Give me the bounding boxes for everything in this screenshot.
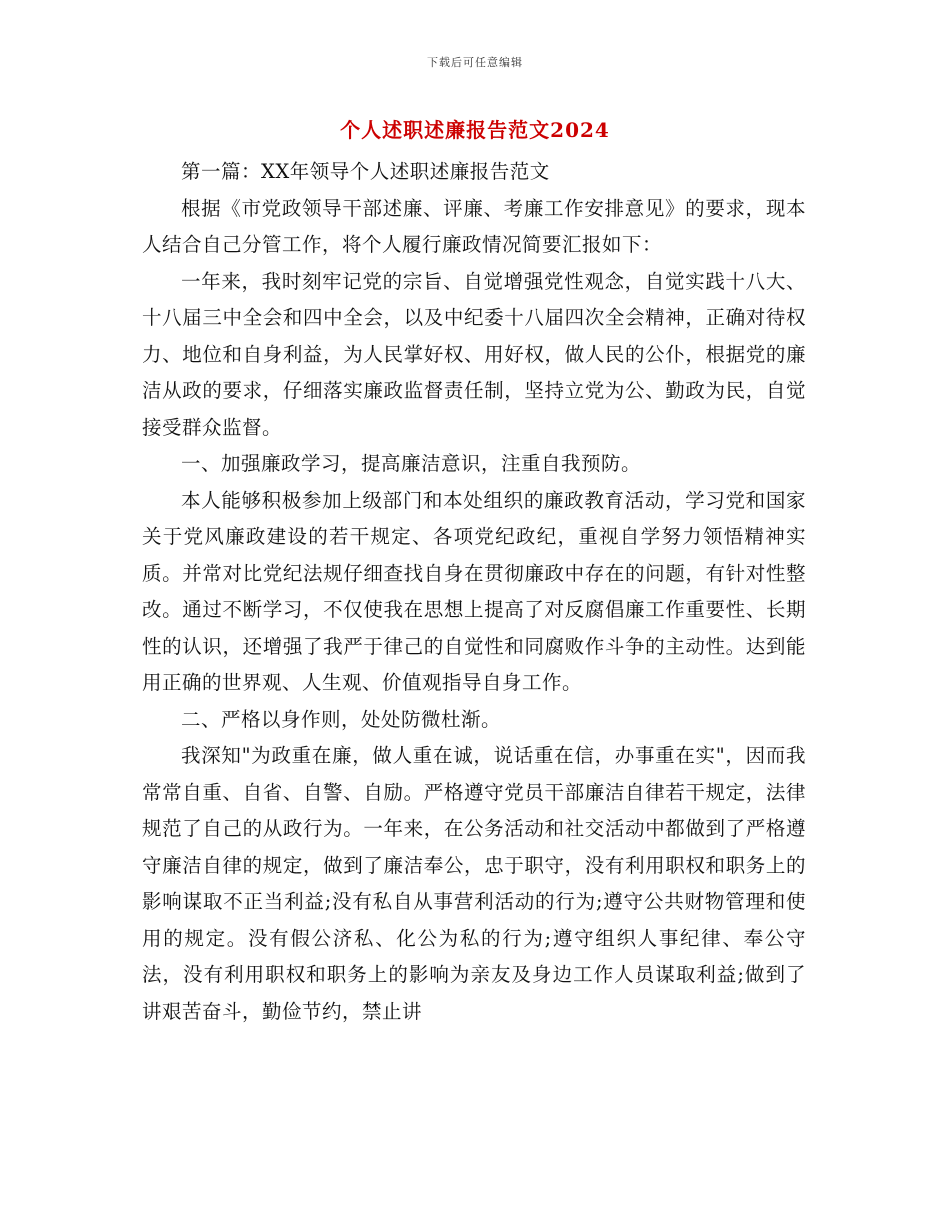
header-note: 下载后可任意编辑 (427, 56, 523, 69)
paragraph-study: 本人能够积极参加上级部门和本处组织的廉政教育活动，学习党和国家关于党风廉政建设的若干规定、各项党纪政纪，重视自学努力领悟精神实质。并常对比党纪法规仔细查找自身在贯彻廉政中存在的问题，有针对性整改。通过不断学习，不仅使我在思想上提高了对反腐倡廉工作重要性、长期性的认识，还增强了我严于律己的自觉性和同腐败作斗争的主动性。达到能用正确的世界观、人生观、价值观指导自身工作。 (142, 488, 806, 694)
section-heading-one: 一、加强廉政学习，提高廉洁意识，注重自我预防。 (181, 452, 642, 475)
paragraph-overview: 一年来，我时刻牢记党的宗旨、自觉增强党性观念，自觉实践十八大、十八届三中全会和四中全会，以及中纪委十八届四次全会精神，正确对待权力、地位和自身利益，为人民掌好权、用好权，做人民的公仆，根据党的廉洁从政的要求，仔细落实廉政监督责任制，坚持立党为公、勤政为民，自觉接受群众监督。 (142, 269, 806, 439)
document-title: 个人述职述廉报告范文2024 (340, 118, 610, 142)
section-heading-two: 二、严格以身作则，处处防微杜渐。 (181, 707, 502, 731)
document-body (142, 154, 806, 1030)
paragraph-intro: 根据《市党政领导干部述廉、评廉、考廉工作安排意见》的要求，现本人结合自己分管工作，将个人履行廉政情况简要汇报如下： (142, 196, 806, 256)
paragraph-self-discipline: 我深知"为政重在廉，做人重在诚，说话重在信，办事重在实"，因而我常常自重、自省、自警、自励。严格遵守党员干部廉洁自律若干规定，法律规范了自己的从政行为。一年来，在公务活动和社交活动中都做到了严格遵守廉洁自律的规定，做到了廉洁奉公，忠于职守，没有利用职权和职务上的影响谋取不正当利益;没有私自从事营利活动的行为;遵守公共财物管理和使用的规定。没有假公济私、化公为私的行为;遵守组织人事纪律、奉公守法，没有利用职权和职务上的影响为亲友及身边工作人员谋取利益;做到了讲艰苦奋斗，勤俭节约，禁止讲 (142, 744, 806, 1023)
section-heading-first-article: 第一篇：XX年领导个人述职述廉报告范文 (181, 160, 550, 183)
